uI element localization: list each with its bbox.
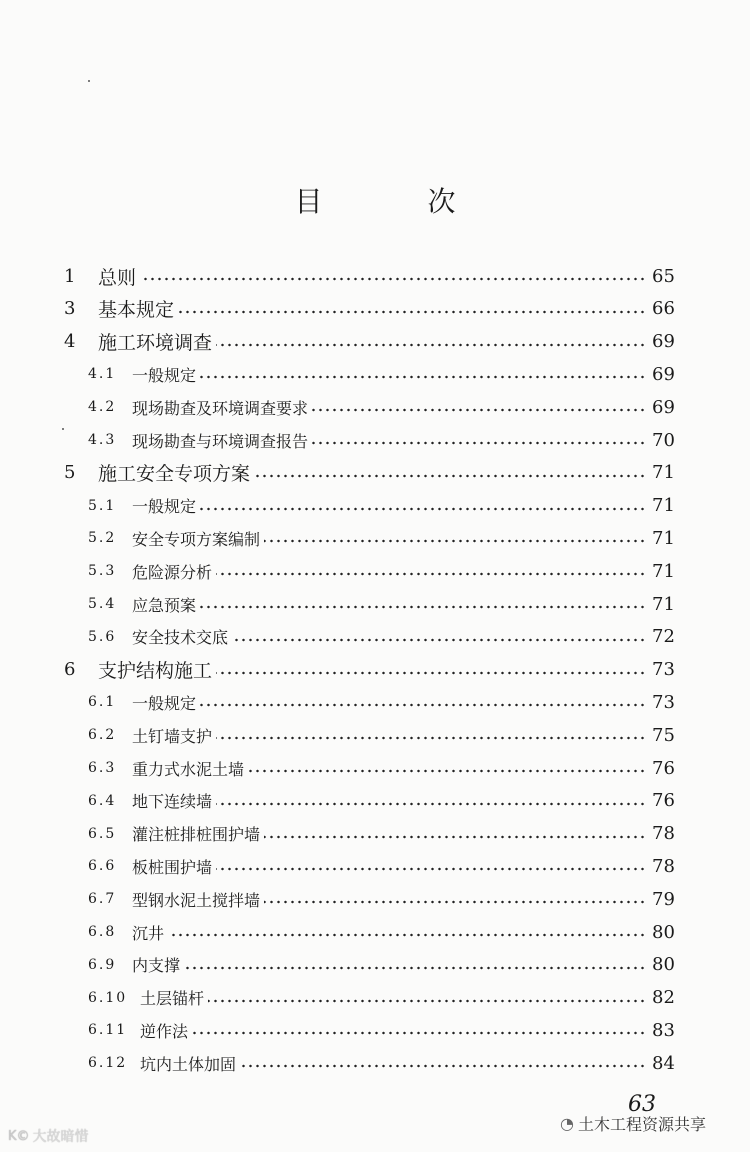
toc-leader-dots (264, 539, 646, 543)
watermark-right-text: 土木工程资源共享 (577, 1115, 706, 1134)
toc-entry (0, 457, 750, 489)
toc-entry (0, 719, 750, 751)
toc-entry-number: 1 (64, 265, 76, 287)
toc-entry-label: 一般规定 (132, 693, 197, 713)
toc-entry-page: 65 (652, 265, 675, 287)
toc-entry-label: 沉井 (132, 923, 165, 943)
toc-entry-number: 5.3 (88, 563, 117, 580)
toc-entry-number: 6.4 (88, 792, 117, 809)
toc-entry-number: 6.8 (88, 924, 117, 940)
toc-leader-dots (216, 671, 646, 675)
toc-leader-dots (264, 900, 646, 904)
toc-entry (0, 522, 750, 554)
toc-entry (0, 293, 750, 325)
toc-entry (0, 621, 750, 653)
toc-leader-dots (216, 736, 646, 740)
toc-entry-number: 6.7 (88, 891, 117, 908)
toc-entry (0, 424, 750, 456)
toc-entry-label: 重力式水泥土墙 (132, 759, 245, 779)
toc-entry (0, 588, 750, 620)
toc-entry (0, 391, 750, 423)
toc-entry-label: 土钉墙支护 (132, 726, 213, 746)
toc-entry (0, 883, 750, 915)
toc-entry-number: 6.3 (88, 760, 117, 776)
toc-entry-page: 78 (652, 823, 675, 845)
toc-leader-dots (200, 375, 646, 379)
toc-entry-page: 71 (652, 527, 675, 549)
toc-entry-number: 6.1 (88, 694, 117, 711)
toc-entry-label: 基本规定 (98, 299, 175, 322)
toc-entry-label: 坑内土体加固 (140, 1054, 237, 1074)
toc-entry-number: 6.10 (88, 989, 128, 1006)
toc-leader-dots (200, 605, 646, 609)
toc-entry-number: 6.2 (88, 727, 117, 744)
toc-entry-label: 支护结构施工 (98, 660, 213, 683)
toc-entry-number: 4.1 (88, 366, 117, 383)
toc-entry-number: 5 (64, 462, 76, 484)
toc-entry-page: 76 (652, 790, 675, 812)
toc-leader-dots (216, 572, 646, 576)
toc-entry (0, 490, 750, 522)
toc-leader-dots (192, 1031, 646, 1035)
toc-entry (0, 916, 750, 948)
toc-entry-label: 土层锚杆 (140, 989, 205, 1009)
toc-entry (0, 358, 750, 390)
toc-leader-dots (168, 933, 646, 937)
toc-entry-page: 78 (652, 855, 675, 877)
toc-entry-number: 3 (64, 298, 76, 320)
toc-entry-label: 安全专项方案编制 (132, 529, 261, 549)
toc-leader-dots (248, 769, 646, 773)
scan-speck (88, 80, 90, 82)
logo-icon: K© (8, 1128, 30, 1144)
toc-entry (0, 752, 750, 784)
toc-entry (0, 850, 750, 882)
toc-entry (0, 654, 750, 686)
toc-leader-dots (178, 310, 646, 314)
toc-entry-label: 现场勘查及环境调查要求 (132, 398, 309, 418)
toc-entry-label: 应急预案 (132, 595, 197, 615)
toc-entry-label: 地下连续墙 (132, 792, 213, 812)
toc-leader-dots (254, 474, 646, 478)
toc-entry-page: 66 (652, 298, 675, 320)
wechat-icon: ◔ (560, 1114, 574, 1133)
toc-leader-dots (200, 703, 646, 707)
toc-entry-label: 现场勘查与环境调查报告 (132, 431, 309, 451)
toc-entry-label: 施工安全专项方案 (98, 463, 251, 486)
toc-entry (0, 326, 750, 358)
toc-entry-page: 84 (652, 1052, 675, 1074)
toc-leader-dots (216, 802, 646, 806)
toc-entry-number: 6.5 (88, 825, 117, 842)
toc-leader-dots (216, 343, 646, 347)
toc-entry-number: 4.2 (88, 399, 117, 416)
toc-entry-number: 6.11 (88, 1022, 128, 1039)
toc-entry-page: 82 (652, 987, 675, 1009)
toc-entry-page: 69 (652, 396, 675, 418)
toc-entry (0, 555, 750, 587)
toc-entry-label: 施工环境调查 (98, 332, 213, 355)
toc-entry-page: 69 (652, 363, 675, 385)
toc-leader-dots (208, 999, 646, 1003)
toc-entry-number: 4.3 (88, 432, 117, 448)
toc-entry-number: 5.6 (88, 628, 117, 645)
toc-entry-page: 73 (652, 691, 675, 713)
toc-leader-dots (216, 867, 646, 871)
toc-entry-label: 一般规定 (132, 497, 197, 517)
toc-entry-page: 70 (652, 429, 675, 451)
toc-entry-page: 72 (652, 626, 675, 648)
toc-entry (0, 1047, 750, 1079)
toc-entry (0, 1014, 750, 1046)
toc-leader-dots (264, 835, 646, 839)
toc-entry-label: 灌注桩排桩围护墙 (132, 825, 261, 845)
toc-entry (0, 260, 750, 292)
toc-entry-number: 6.9 (88, 956, 117, 973)
toc-entry-page: 79 (652, 888, 675, 910)
toc-leader-dots (312, 441, 646, 445)
page-number: 63 (628, 1092, 656, 1117)
toc-entry (0, 818, 750, 850)
watermark-left-text: 大故暗惜 (32, 1129, 89, 1145)
scan-speck (62, 428, 64, 430)
toc-entry (0, 949, 750, 981)
toc-entry-number: 6.6 (88, 858, 117, 875)
toc-entry-label: 内支撑 (132, 956, 181, 976)
watermark-left (8, 1126, 89, 1146)
toc-entry-page: 71 (652, 462, 675, 484)
toc-entry-label: 逆作法 (140, 1021, 189, 1041)
toc-leader-dots (232, 638, 646, 642)
toc-entry-number: 4 (64, 331, 76, 353)
toc-entry-page: 71 (652, 593, 675, 615)
toc-entry-label: 总则 (98, 266, 137, 289)
toc-entry-page: 73 (652, 659, 675, 681)
toc-entry-page: 80 (652, 921, 675, 943)
toc-entry-number: 5.2 (88, 530, 117, 547)
toc-entry-page: 71 (652, 495, 675, 517)
toc-leader-dots (200, 507, 646, 511)
toc-entry-page: 76 (652, 757, 675, 779)
toc-leader-dots (140, 277, 646, 281)
toc-leader-dots (240, 1064, 646, 1068)
toc-entry (0, 686, 750, 718)
toc-entry-page: 71 (652, 560, 675, 582)
toc-entry-label: 型钢水泥土搅拌墙 (132, 890, 261, 910)
toc-entry-page: 80 (652, 954, 675, 976)
toc-leader-dots (184, 966, 646, 970)
toc-entry-number: 6.12 (88, 1055, 128, 1072)
toc-leader-dots (312, 408, 646, 412)
toc-entry-number: 5.1 (88, 497, 117, 514)
toc-entry-page: 69 (652, 331, 675, 353)
toc-entry-page: 83 (652, 1019, 675, 1041)
toc-entry-label: 板桩围护墙 (132, 857, 213, 877)
toc-entry-page: 75 (652, 724, 675, 746)
page-title: 目 次 (294, 185, 504, 218)
toc-entry (0, 785, 750, 817)
toc-entry-label: 一般规定 (132, 365, 197, 385)
toc-entry-number: 5.4 (88, 596, 117, 612)
toc-entry-label: 危险源分析 (132, 562, 213, 582)
toc-entry (0, 982, 750, 1014)
toc-entry-number: 6 (64, 659, 76, 681)
toc-entry-label: 安全技术交底 (132, 628, 229, 648)
watermark-right (560, 1112, 706, 1135)
